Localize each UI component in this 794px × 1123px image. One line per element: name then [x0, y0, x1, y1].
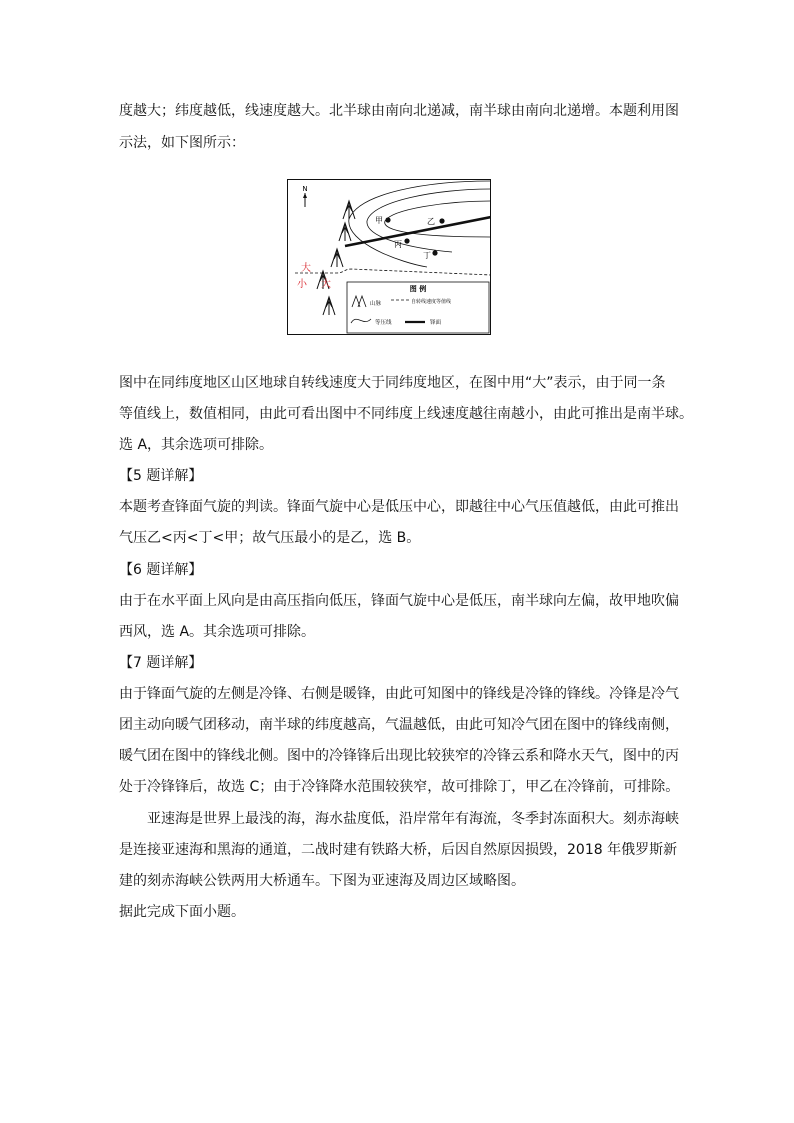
paragraph-line: 暖气团在图中的锋线北侧。图中的冷锋锋后出现比较狭窄的冷锋云系和降水天气，图中的丙	[119, 748, 679, 764]
point-ding-dot	[432, 250, 437, 255]
paragraph-line: 亚速海是世界上最浅的海，海水盐度低，沿岸常年有海流，冬季封冻面积大。刻赤海峡	[147, 811, 679, 827]
legend-title: 图 例	[409, 285, 427, 293]
paragraph-line: 等值线上，数值相同，由此可看出图中不同纬度上线速度越往南越小，由此可推出是南半球。	[119, 406, 693, 422]
paragraph-line: 示法，如下图所示：	[119, 135, 245, 151]
paragraph-line: 团主动向暖气团移动，南半球的纬度越高，气温越低，由此可知冷气团在图中的锋线南侧，	[119, 717, 679, 733]
point-ding-label: 丁	[423, 251, 431, 260]
north-label: N	[302, 185, 308, 193]
paragraph-line: 度越大；纬度越低，线速度越大。北半球由南向北递减，南半球由南向北递增。本题利用图	[119, 103, 679, 119]
figure-legend	[347, 282, 489, 333]
point-yi-label: 乙	[427, 217, 435, 226]
front-cyclone-figure	[287, 179, 491, 335]
paragraph-line: 选 A，其余选项可排除。	[119, 437, 274, 453]
paragraph-line: 由于在水平面上风向是由高压指向低压，锋面气旋中心是低压，南半球向左偏，故甲地吹偏	[119, 593, 679, 609]
point-jia-label: 甲	[375, 216, 383, 225]
paragraph-line: 气压乙<丙<丁<甲；故气压最小的是乙，选 B。	[119, 530, 421, 546]
paragraph-line: 据此完成下面小题。	[119, 904, 245, 920]
section-heading-6: 【6 题详解】	[119, 562, 203, 578]
label-da: 大	[301, 263, 311, 274]
paragraph-line: 西风，选 A。其余选项可排除。	[119, 624, 316, 640]
paragraph-line: 图中在同纬度地区山区地球自转线速度大于同纬度地区，在图中用“大”表示，由于同一条	[119, 375, 666, 391]
point-bing-label: 丙	[394, 240, 402, 249]
paragraph-line: 处于冷锋锋后，故选 C；由于冷锋降水范围较狭窄，故可排除丁，甲乙在冷锋前，可排除。	[119, 779, 680, 795]
paragraph-line: 建的刻赤海峡公铁两用大桥通车。下图为亚速海及周边区域略图。	[119, 873, 525, 889]
paragraph-line: 是连接亚速海和黑海的通道，二战时建有铁路大桥，后因自然原因损毁，2018 年俄罗斯新	[119, 842, 678, 858]
point-yi-dot	[439, 218, 444, 223]
legend-isoline-label: 自转线速度等值线	[411, 299, 452, 305]
section-heading-5: 【5 题详解】	[119, 468, 203, 484]
label-da-near-mountain: 大	[321, 279, 331, 290]
legend-mountain-label: 山脉	[370, 301, 382, 307]
section-heading-7: 【7 题详解】	[119, 655, 203, 671]
point-jia-dot	[385, 217, 390, 222]
paragraph-line: 由于锋面气旋的左侧是冷锋、右侧是暖锋，由此可知图中的锋线是冷锋的锋线。冷锋是冷气	[119, 686, 679, 702]
figure-svg	[287, 179, 491, 335]
legend-isobar-label: 等压线	[375, 320, 392, 326]
point-bing-dot	[404, 238, 409, 243]
paragraph-line: 本题考查锋面气旋的判读。锋面气旋中心是低压中心，即越往中心气压值越低，由此可推出	[119, 499, 679, 515]
legend-front-label: 锋面	[430, 320, 442, 326]
label-xiao: 小	[297, 279, 307, 290]
